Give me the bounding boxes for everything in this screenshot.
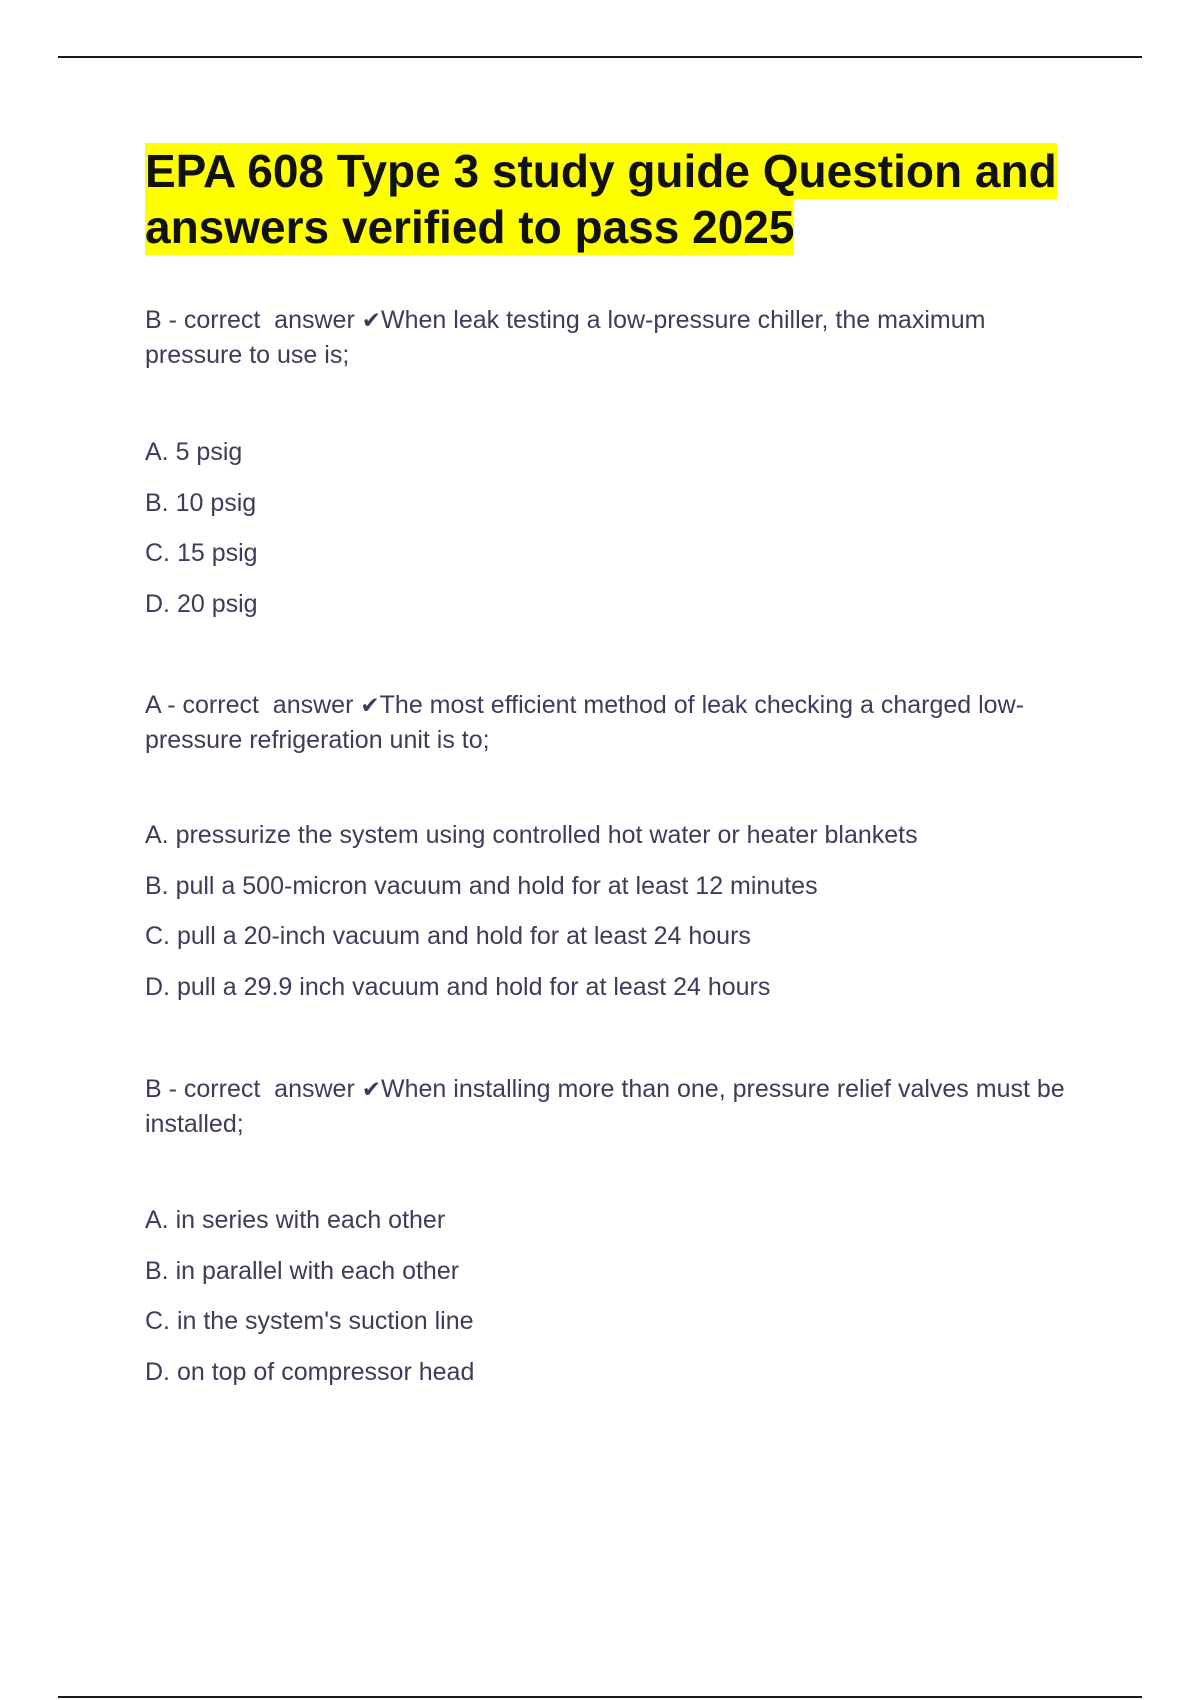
option-b: B. in parallel with each other — [145, 1256, 460, 1285]
option-d: D. 20 psig — [145, 589, 258, 618]
question-text — [145, 1072, 1085, 1141]
option-c: C. pull a 20-inch vacuum and hold for at least 24 hours — [145, 922, 751, 950]
option-list — [145, 1203, 474, 1405]
option-a: A. pressurize the system using controlled hot water or heater blankets — [145, 821, 918, 849]
page-title — [145, 143, 1105, 255]
check-mark-icon: ✔ — [361, 308, 382, 334]
title-highlight: EPA 608 Type 3 study guide Question and answers verified to pass 2025 — [145, 145, 1057, 253]
question-prompt: When installing more than one, pressure relief valves must be installed; — [145, 1075, 1065, 1138]
bottom-rule — [58, 1696, 1142, 1698]
check-mark-icon: ✔ — [361, 1077, 382, 1103]
option-b: B. 10 psig — [145, 488, 257, 517]
question-prompt: When leak testing a low-pressure chiller, the maximum pressure to use is; — [145, 306, 986, 369]
question-text — [145, 688, 1085, 757]
option-a: A. in series with each other — [145, 1206, 446, 1234]
correct-answer-label: B - correct answer — [145, 306, 355, 334]
question-1 — [145, 303, 1085, 618]
option-d: D. pull a 29.9 inch vacuum and hold for at least 24 hours — [145, 972, 771, 1001]
question-2 — [145, 688, 1085, 1001]
question-prompt: The most efficient method of leak checking a charged low-pressure refrigeration unit is to; — [145, 691, 1024, 754]
top-rule — [58, 56, 1142, 58]
option-d: D. on top of compressor head — [145, 1357, 475, 1386]
option-c: C. in the system's suction line — [145, 1307, 474, 1335]
check-mark-icon: ✔ — [360, 693, 380, 719]
option-c: C. 15 psig — [145, 539, 258, 567]
option-list — [145, 818, 918, 1020]
question-text — [145, 303, 1085, 372]
correct-answer-label: A - correct answer — [145, 691, 354, 719]
option-list — [145, 435, 258, 637]
question-3 — [145, 1072, 1085, 1386]
option-b: B. pull a 500-micron vacuum and hold for at least 12 minutes — [145, 871, 818, 900]
option-a: A. 5 psig — [145, 438, 243, 466]
correct-answer-label: B - correct answer — [145, 1075, 355, 1103]
